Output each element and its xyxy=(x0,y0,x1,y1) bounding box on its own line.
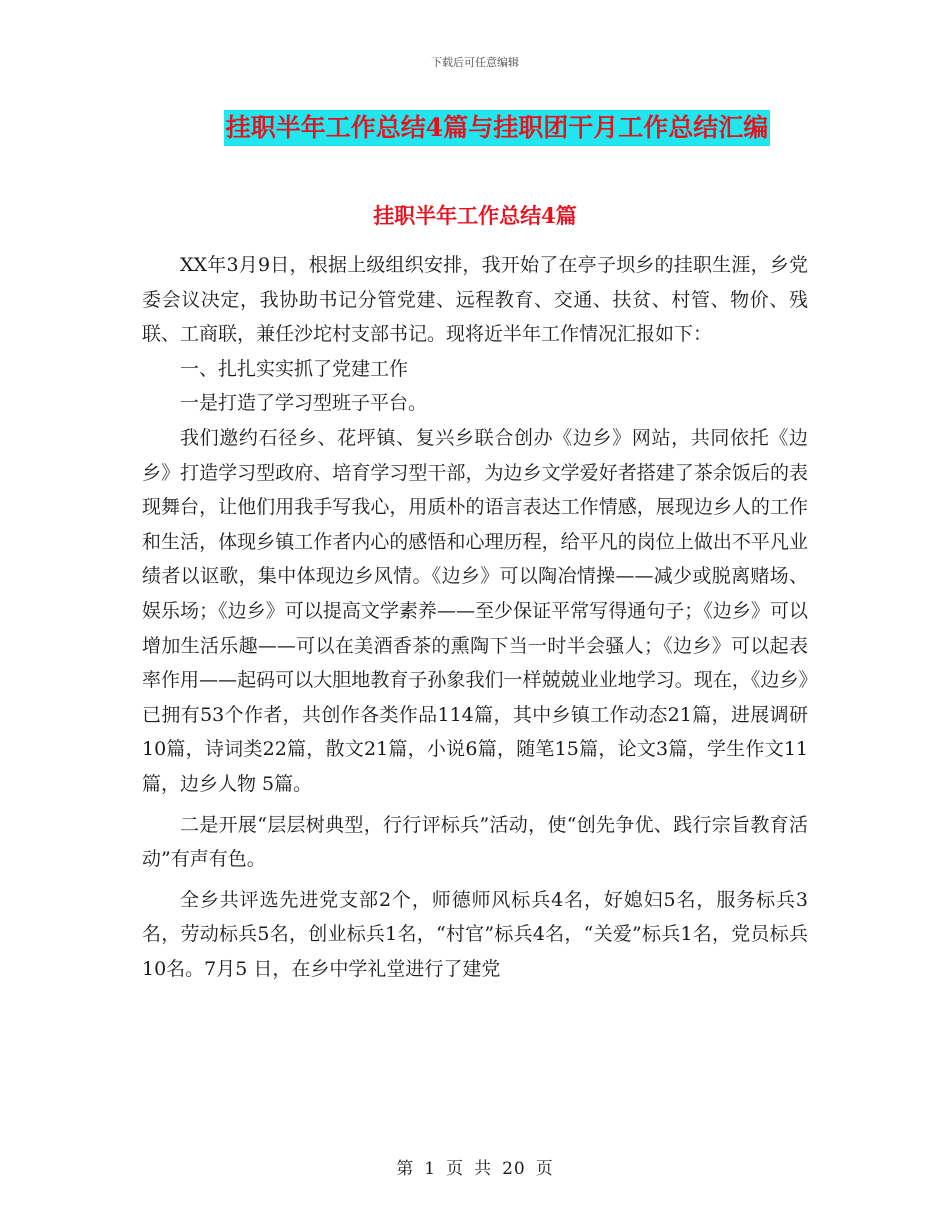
footer-total-unit: 页 xyxy=(535,1159,554,1179)
footer-total-label: 共 xyxy=(474,1159,493,1179)
body-text xyxy=(142,248,808,986)
footer-page-unit: 页 xyxy=(446,1159,465,1179)
paragraph: 我们邀约石径乡、花坪镇、复兴乡联合创办《边乡》网站，共同依托《边乡》打造学习型政府、培育学习型干部，为边乡文学爱好者搭建了茶余饭后的表现舞台，让他们用我手写我心，用质朴的语言表达工作情感，展现边乡人的工作和生活，体现乡镇工作者内心的感悟和心理历程，给平凡的岗位上做出不平凡业绩者以讴歌，集中体现边乡风情。《边乡》可以陶冶情操——减少或脱离赌场、娱乐场；《边乡》可以提高文学素养——至少保证平常写得通句子；《边乡》可以增加生活乐趣——可以在美酒香茶的熏陶下当一时半会骚人；《边乡》可以起表率作用——起码可以大胆地教育子孙象我们一样兢兢业业地学习。现在，《边乡》已拥有53个作者，共创作各类作品114篇，其中乡镇工作动态21篇，进展调研10篇，诗词类22篇，散文21篇，小说6篇，随笔15篇，论文3篇，学生作文11篇，边乡人物 5篇。 xyxy=(142,426,808,795)
doc-title-wrap xyxy=(0,110,950,146)
doc-title: 挂职半年工作总结4篇与挂职团干月工作总结汇编 xyxy=(224,110,770,146)
footer-total-num: 20 xyxy=(502,1159,526,1179)
paragraph: 二是开展“层层树典型，行行评标兵”活动，使“创先争优、践行宗旨教育活动”有声有色。 xyxy=(142,813,808,871)
paragraph: 一是打造了学习型班子平台。 xyxy=(180,392,428,415)
paragraph: 一、扎扎实实抓了党建工作 xyxy=(180,357,409,380)
footer-page-num: 1 xyxy=(424,1159,437,1179)
section-title: 挂职半年工作总结4篇 xyxy=(373,203,577,228)
paragraph: XX年3月9日，根据上级组织安排，我开始了在亭子坝乡的挂职生涯，乡党委会议决定，我协助书记分管党建、远程教育、交通、扶贫、村管、物价、残联、工商联，兼任沙坨村支部书记。现将近半年工作情况汇报如下： xyxy=(142,254,808,346)
page-footer xyxy=(0,1154,950,1179)
paragraph: 全乡共评选先进党支部2个，师德师风标兵4名，好媳妇5名，服务标兵3名，劳动标兵5名，创业标兵1名，“村官”标兵4名，“关爱”标兵1名，党员标兵10名。7月5 日，在乡中学礼堂进行了建党 xyxy=(142,888,808,980)
header-note: 下载后可任意编辑 xyxy=(431,56,519,69)
footer-page-label: 第 xyxy=(396,1159,415,1179)
